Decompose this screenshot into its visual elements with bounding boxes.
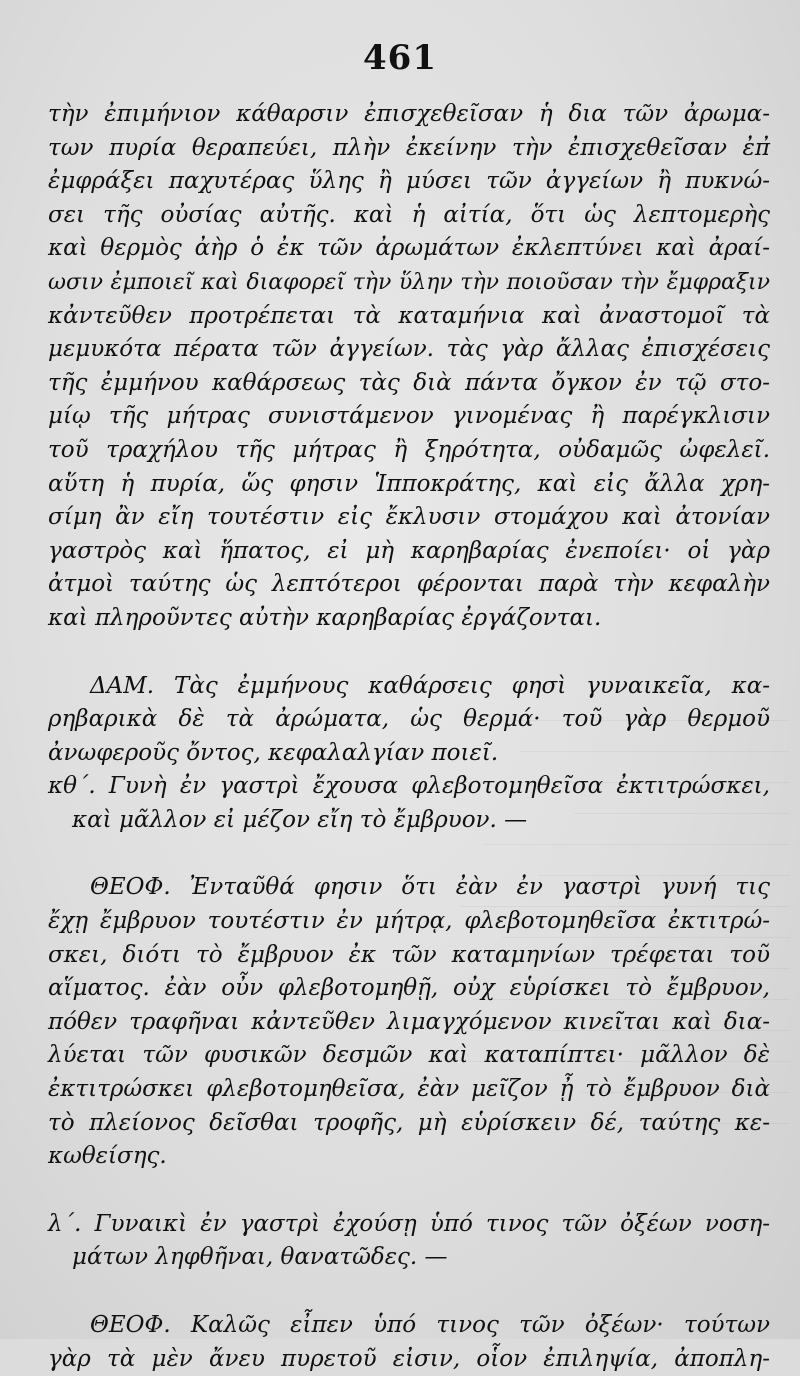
aphorism-30 bbox=[48, 1208, 770, 1275]
text-line: κἀντεῦθεν προτρέπεται τὰ καταμήνια καὶ ἀναστομοῖ τὰ bbox=[48, 302, 770, 329]
text-line: αὕτη ἡ πυρία, ὥς φησιν Ἱπποκράτης, καὶ εἰς ἄλλα χρη- bbox=[48, 470, 770, 497]
text-line: ΘΕΟΦ. Καλῶς εἶπεν ὑπό τινος τῶν ὀξέων· τούτων bbox=[90, 1312, 770, 1338]
text-line: ΘΕΟΦ. Ἐνταῦθά φησιν ὅτι ἐὰν ἐν γαστρὶ γυνή τις bbox=[90, 874, 770, 901]
paragraph-spacer bbox=[48, 1174, 770, 1208]
text-line: γὰρ τὰ μὲν ἄνευ πυρετοῦ εἰσιν, οἷον ἐπιληψία, ἀποπλη- bbox=[48, 1345, 770, 1372]
text-line: καὶ μᾶλλον εἰ μέζον εἴη τὸ ἔμβρυον. — bbox=[72, 806, 528, 833]
text-line: ἐκτιτρώσκει φλεβοτομηθεῖσα, ἐὰν μεῖζον ᾖ τὸ ἔμβρυον διὰ bbox=[48, 1076, 770, 1103]
text-line: κθ΄. Γυνὴ ἐν γαστρὶ ἔχουσα φλεβοτομηθεῖσα ἐκτιτρώσκει, bbox=[48, 773, 770, 800]
paragraph-theoph-1 bbox=[48, 871, 770, 1173]
aphorism-29 bbox=[48, 770, 770, 837]
text-line: αἵματος. ἐὰν οὖν φλεβοτομηθῇ, οὐχ εὑρίσκει τὸ ἔμβρυον, bbox=[48, 975, 770, 1002]
page-text bbox=[48, 98, 770, 1376]
page-number: 461 bbox=[363, 38, 437, 78]
text-line: τὴν ἐπιμήνιον κάθαρσιν ἐπισχεθεῖσαν ἡ δια τῶν ἀρωμα- bbox=[48, 101, 770, 127]
paragraph-commentary bbox=[48, 98, 770, 636]
text-line: τὸ πλείονος δεῖσθαι τροφῆς, μὴ εὑρίσκειν δέ, ταύτης κε- bbox=[48, 1109, 770, 1136]
text-line: ἀτμοὶ ταύτης ὡς λεπτότεροι φέρονται παρὰ τὴν κεφαλὴν bbox=[48, 571, 770, 598]
text-line: ἀνωφεροῦς ὄντος, κεφαλαλγίαν ποιεῖ. bbox=[48, 739, 499, 766]
paragraph-spacer bbox=[48, 1275, 770, 1309]
text-line: ἐμφράξει παχυτέρας ὕλης ἢ μύσει τῶν ἀγγείων ἢ πυκνώ- bbox=[48, 168, 770, 195]
text-line: μάτων ληφθῆναι, θανατῶδες. — bbox=[72, 1244, 448, 1271]
text-line: τοῦ τραχήλου τῆς μήτρας ἢ ξηρότητα, οὐδαμῶς ὠφελεῖ. bbox=[48, 436, 770, 463]
paragraph-theoph-2 bbox=[48, 1309, 770, 1376]
text-line: των πυρία θεραπεύει, πλὴν ἐκείνην τὴν ἐπισχεθεῖσαν ἐπ̓ bbox=[48, 134, 770, 161]
text-line: ΔΑΜ. Τὰς ἐμμήνους καθάρσεις φησὶ γυναικεῖα, κα- bbox=[90, 672, 770, 699]
text-line: κωθείσης. bbox=[48, 1143, 167, 1170]
text-line: ἔχῃ ἔμβρυον τουτέστιν ἐν μήτρᾳ, φλεβοτομηθεῖσα ἐκτιτρώ- bbox=[48, 908, 770, 935]
text-line: μίῳ τῆς μήτρας συνιστάμενον γινομένας ἢ παρέγκλισιν bbox=[48, 403, 770, 430]
text-line: καὶ πληροῦντες αὐτὴν καρηβαρίας ἐργάζονται. bbox=[48, 604, 602, 631]
text-line: λ΄. Γυναικὶ ἐν γαστρὶ ἐχούσῃ ὑπό τινος τῶν ὀξέων νοση- bbox=[48, 1210, 770, 1237]
text-line: ωσιν ἐμποιεῖ καὶ διαφορεῖ τὴν ὕλην τὴν ποιοῦσαν τὴν ἔμφραξιν bbox=[48, 269, 770, 295]
text-line: τῆς ἐμμήνου καθάρσεως τὰς διὰ πάντα ὄγκον ἐν τῷ στο- bbox=[48, 369, 770, 396]
text-line: γαστρὸς καὶ ἥπατος, εἰ μὴ καρηβαρίας ἐνεποίει· οἱ γὰρ bbox=[48, 537, 770, 564]
paragraph-spacer bbox=[48, 837, 770, 871]
paragraph-dam bbox=[48, 670, 770, 771]
text-line: σει τῆς οὐσίας αὐτῆς. καὶ ἡ αἰτία, ὅτι ὡς λεπτομερὴς bbox=[48, 201, 770, 228]
paragraph-spacer bbox=[48, 636, 770, 670]
text-line: μεμυκότα πέρατα τῶν ἀγγείων. τὰς γὰρ ἄλλας ἐπισχέσεις bbox=[48, 336, 770, 363]
text-line: ρηβαρικὰ δὲ τὰ ἀρώματα, ὡς θερμά· τοῦ γὰρ θερμοῦ bbox=[48, 706, 770, 733]
text-line: καὶ θερμὸς ἀὴρ ὁ ἐκ τῶν ἀρωμάτων ἐκλεπτύνει καὶ ἀραί- bbox=[48, 235, 770, 262]
text-line: σκει, διότι τὸ ἔμβρυον ἐκ τῶν καταμηνίων τρέφεται τοῦ bbox=[48, 941, 770, 968]
text-line: πόθεν τραφῆναι κἀντεῦθεν λιμαγχόμενον κινεῖται καὶ δια- bbox=[48, 1008, 770, 1035]
text-line: σίμη ἂν εἴη τουτέστιν εἰς ἔκλυσιν στομάχου καὶ ἀτονίαν bbox=[48, 504, 770, 531]
text-line: λύεται τῶν φυσικῶν δεσμῶν καὶ καταπίπτει· μᾶλλον δὲ bbox=[48, 1042, 770, 1069]
